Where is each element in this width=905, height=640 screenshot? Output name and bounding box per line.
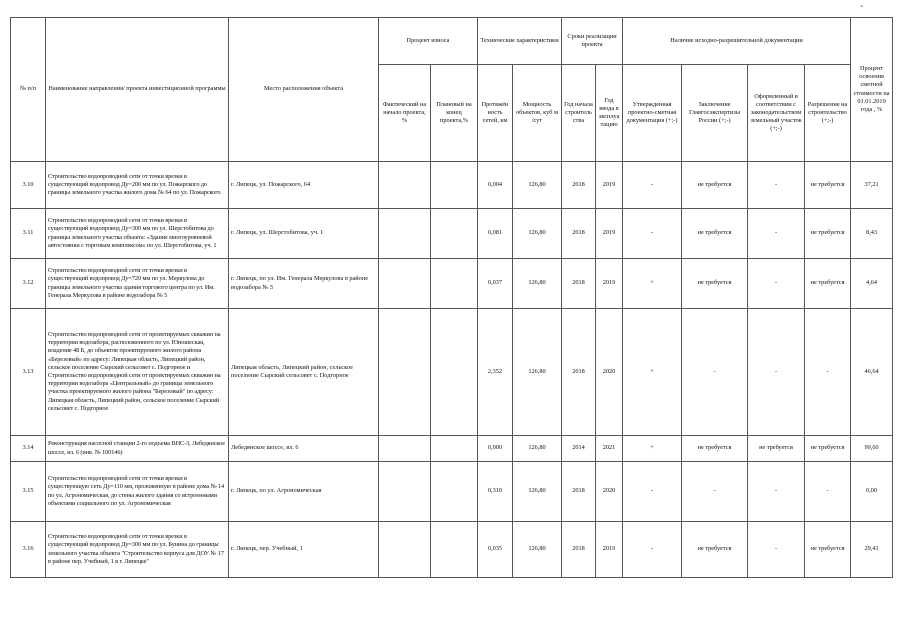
cell-power: 126,80 [513, 522, 562, 578]
cell-end-year: 2021 [596, 436, 623, 462]
cell-doc-expert: - [682, 309, 748, 436]
table-row [11, 209, 893, 259]
corner-mark: ≡ [860, 4, 864, 10]
cell-wear-plan [431, 259, 478, 309]
cell-num: 3.12 [11, 259, 46, 309]
header-doc-land: Оформленный в соответствии с законодательством земельный участок (+;-) [748, 65, 805, 162]
cell-power: 126,80 [513, 209, 562, 259]
cell-wear-fact [379, 162, 431, 209]
cell-end-year: 2020 [596, 309, 623, 436]
cell-doc-expert: не требуется [682, 259, 748, 309]
cell-num: 3.13 [11, 309, 46, 436]
cell-project-name: Строительство водопроводной сети от точки врезки в существующую сеть Ду=110 мм, проложенную в районе дома № 14 по ул. Агрономическая, до стены жилого здания со встроенными объектами социального по ул. Агрономическая [46, 462, 229, 522]
cell-doc-approved: - [623, 522, 682, 578]
header-term-start: Год начала строительства [562, 65, 596, 162]
cell-location: г. Липецк, по ул. Агрономическая [229, 462, 379, 522]
cell-doc-permit: - [805, 309, 851, 436]
cell-doc-permit: не требуется [805, 162, 851, 209]
cell-start-year: 2018 [562, 259, 596, 309]
cell-doc-expert: не требуется [682, 209, 748, 259]
cell-doc-approved: + [623, 436, 682, 462]
cell-wear-plan [431, 522, 478, 578]
header-term: Сроки реализации проекта [562, 18, 623, 65]
cell-doc-land: - [748, 462, 805, 522]
header-term-end: Год ввода в эксплуатацию [596, 65, 623, 162]
header-wear-fact: Фактический на начало проекта, % [379, 65, 431, 162]
cell-num: 3.16 [11, 522, 46, 578]
cell-percent: 0,00 [851, 462, 893, 522]
cell-start-year: 2018 [562, 162, 596, 209]
cell-percent: 37,21 [851, 162, 893, 209]
cell-power: 126,80 [513, 462, 562, 522]
header-num: № п/п [11, 18, 46, 162]
cell-project-name: Реконструкция насосной станции 2-го подъема ВНС-3, Лебедянское шоссе, вл. 6 (инв. № 100146) [46, 436, 229, 462]
table-row [11, 162, 893, 209]
header-tech-length: Протяжённость сетей, км [478, 65, 513, 162]
cell-doc-land: - [748, 522, 805, 578]
cell-doc-approved: - [623, 462, 682, 522]
header-docs: Наличие исходно-разрешительной документации [623, 18, 851, 65]
cell-length: 0,004 [478, 162, 513, 209]
cell-doc-land: - [748, 209, 805, 259]
cell-doc-land: - [748, 309, 805, 436]
cell-doc-approved: + [623, 309, 682, 436]
cell-doc-approved: - [623, 209, 682, 259]
cell-wear-fact [379, 309, 431, 436]
cell-end-year: 2019 [596, 259, 623, 309]
cell-doc-expert: не требуется [682, 522, 748, 578]
cell-doc-land: - [748, 259, 805, 309]
cell-doc-permit: не требуется [805, 522, 851, 578]
cell-num: 3.14 [11, 436, 46, 462]
header-tech: Технические характеристики [478, 18, 562, 65]
cell-start-year: 2018 [562, 462, 596, 522]
cell-doc-land: - [748, 162, 805, 209]
cell-start-year: 2018 [562, 209, 596, 259]
cell-start-year: 2018 [562, 309, 596, 436]
cell-doc-approved: + [623, 259, 682, 309]
cell-length: 2,352 [478, 309, 513, 436]
header-percent: Процент освоения сметной стоимости на 01.01.2019 года , % [851, 18, 893, 162]
cell-project-name: Строительство водопроводной сети от точки врезки в существующий водопровод Ду=200 мм по ул. Пожарского до границы земельного участка жилого дома № 64 по ул. Пожарского [46, 162, 229, 209]
header-doc-approved: Утвержденная проектно-сметная документация (+;-) [623, 65, 682, 162]
cell-doc-approved: - [623, 162, 682, 209]
header-tech-power: Мощность объектов, куб м /сут [513, 65, 562, 162]
cell-end-year: 2019 [596, 522, 623, 578]
cell-length: 0,081 [478, 209, 513, 259]
cell-doc-expert: не требуется [682, 162, 748, 209]
cell-doc-expert: не требуется [682, 436, 748, 462]
cell-doc-permit: не требуется [805, 209, 851, 259]
cell-percent: 99,60 [851, 436, 893, 462]
cell-wear-plan [431, 162, 478, 209]
investment-program-table-sheet [10, 17, 890, 578]
cell-wear-fact [379, 209, 431, 259]
cell-end-year: 2019 [596, 209, 623, 259]
cell-wear-plan [431, 462, 478, 522]
cell-project-name: Строительство водопроводной сети от точки врезки в существующий водопровод Ду=300 мм по ул. Бунина до границы земельного участка объекта "Строительство корпуса для ДОУ № 17 в районе пер. Учебный, 1 в г. Липецке" [46, 522, 229, 578]
investment-program-table [10, 17, 893, 578]
cell-power: 126,80 [513, 162, 562, 209]
cell-location: Лебедянское шоссе, вл. 6 [229, 436, 379, 462]
cell-wear-fact [379, 436, 431, 462]
cell-wear-fact [379, 522, 431, 578]
cell-percent: 8,43 [851, 209, 893, 259]
cell-power: 126,80 [513, 259, 562, 309]
header-location: Место расположения объекта [229, 18, 379, 162]
cell-num: 3.15 [11, 462, 46, 522]
cell-doc-land: не требуется [748, 436, 805, 462]
header-wear-plan: Плановый на конец проекта,% [431, 65, 478, 162]
cell-end-year: 2020 [596, 462, 623, 522]
cell-project-name: Строительство водопроводной сети от точки врезки в существующий водопровод Ду=300 мм по ул. Шерстобитова до границы земельного участка объекта: «Здание многоуровневой автостоянки с торговым комплексом» по ул. Шерстобитова, уч. 1 [46, 209, 229, 259]
table-row [11, 522, 893, 578]
cell-length: 0,037 [478, 259, 513, 309]
cell-length: 0,000 [478, 436, 513, 462]
cell-percent: 4,64 [851, 259, 893, 309]
table-row [11, 462, 893, 522]
cell-location: г. Липецк, пер. Учебный, 1 [229, 522, 379, 578]
cell-location: г. Липецк, ул. Пожарского, 64 [229, 162, 379, 209]
table-row [11, 309, 893, 436]
header-wear: Процент износа [379, 18, 478, 65]
cell-wear-fact [379, 462, 431, 522]
header-doc-expert: Заключение Главгосэкспертизы России (+;-) [682, 65, 748, 162]
cell-power: 126,80 [513, 309, 562, 436]
cell-num: 3.10 [11, 162, 46, 209]
cell-num: 3.11 [11, 209, 46, 259]
cell-wear-plan [431, 209, 478, 259]
cell-start-year: 2014 [562, 436, 596, 462]
cell-doc-expert: - [682, 462, 748, 522]
cell-end-year: 2019 [596, 162, 623, 209]
cell-wear-plan [431, 436, 478, 462]
cell-doc-permit: не требуется [805, 259, 851, 309]
cell-start-year: 2018 [562, 522, 596, 578]
cell-doc-permit: не требуется [805, 436, 851, 462]
table-row [11, 259, 893, 309]
cell-wear-fact [379, 259, 431, 309]
cell-location: г. Липецк, ул. Шерстобитова, уч. 1 [229, 209, 379, 259]
header-doc-permit: Разрешение на строительство (+;-) [805, 65, 851, 162]
cell-length: 0,310 [478, 462, 513, 522]
cell-location: г. Липецк, по ул. Им. Генерала Меркулова в районе водозабора № 5 [229, 259, 379, 309]
cell-project-name: Строительство водопроводной сети от проектируемых скважин на территории водозабора, расположенного по ул. Юношеская, владение 48 Б, до объектов проектируемого жилого района «Березовый» по адресу: Липецкая область, Липецкий район, сельское поселение Сырский сельсовет с. Подгорное и Строительство водопроводной сети от проектируемых скважин на территории водозабора «Центральный» до границы земельного участка проектируемого жилого района "Березовый" по адресу: Липецкая область, Липецкий район, сельское поселение Сырский сельсовет с. Подгорное [46, 309, 229, 436]
cell-power: 126,80 [513, 436, 562, 462]
cell-doc-permit: - [805, 462, 851, 522]
cell-length: 0,035 [478, 522, 513, 578]
cell-wear-plan [431, 309, 478, 436]
header-project-name: Наименование направления/ проекта инвестиционной программы [46, 18, 229, 162]
table-row [11, 436, 893, 462]
cell-location: Липецкая область, Липецкий район, сельское поселение Сырский сельсовет с. Подгорное [229, 309, 379, 436]
cell-percent: 46,64 [851, 309, 893, 436]
cell-percent: 29,41 [851, 522, 893, 578]
cell-project-name: Строительство водопроводной сети от точки врезки в существующий водопровод Ду=720 мм по ул. Меркулова до границы земельного участка здания торгового центра по ул. Им. Генерала Меркулова в районе водозабора № 5 [46, 259, 229, 309]
